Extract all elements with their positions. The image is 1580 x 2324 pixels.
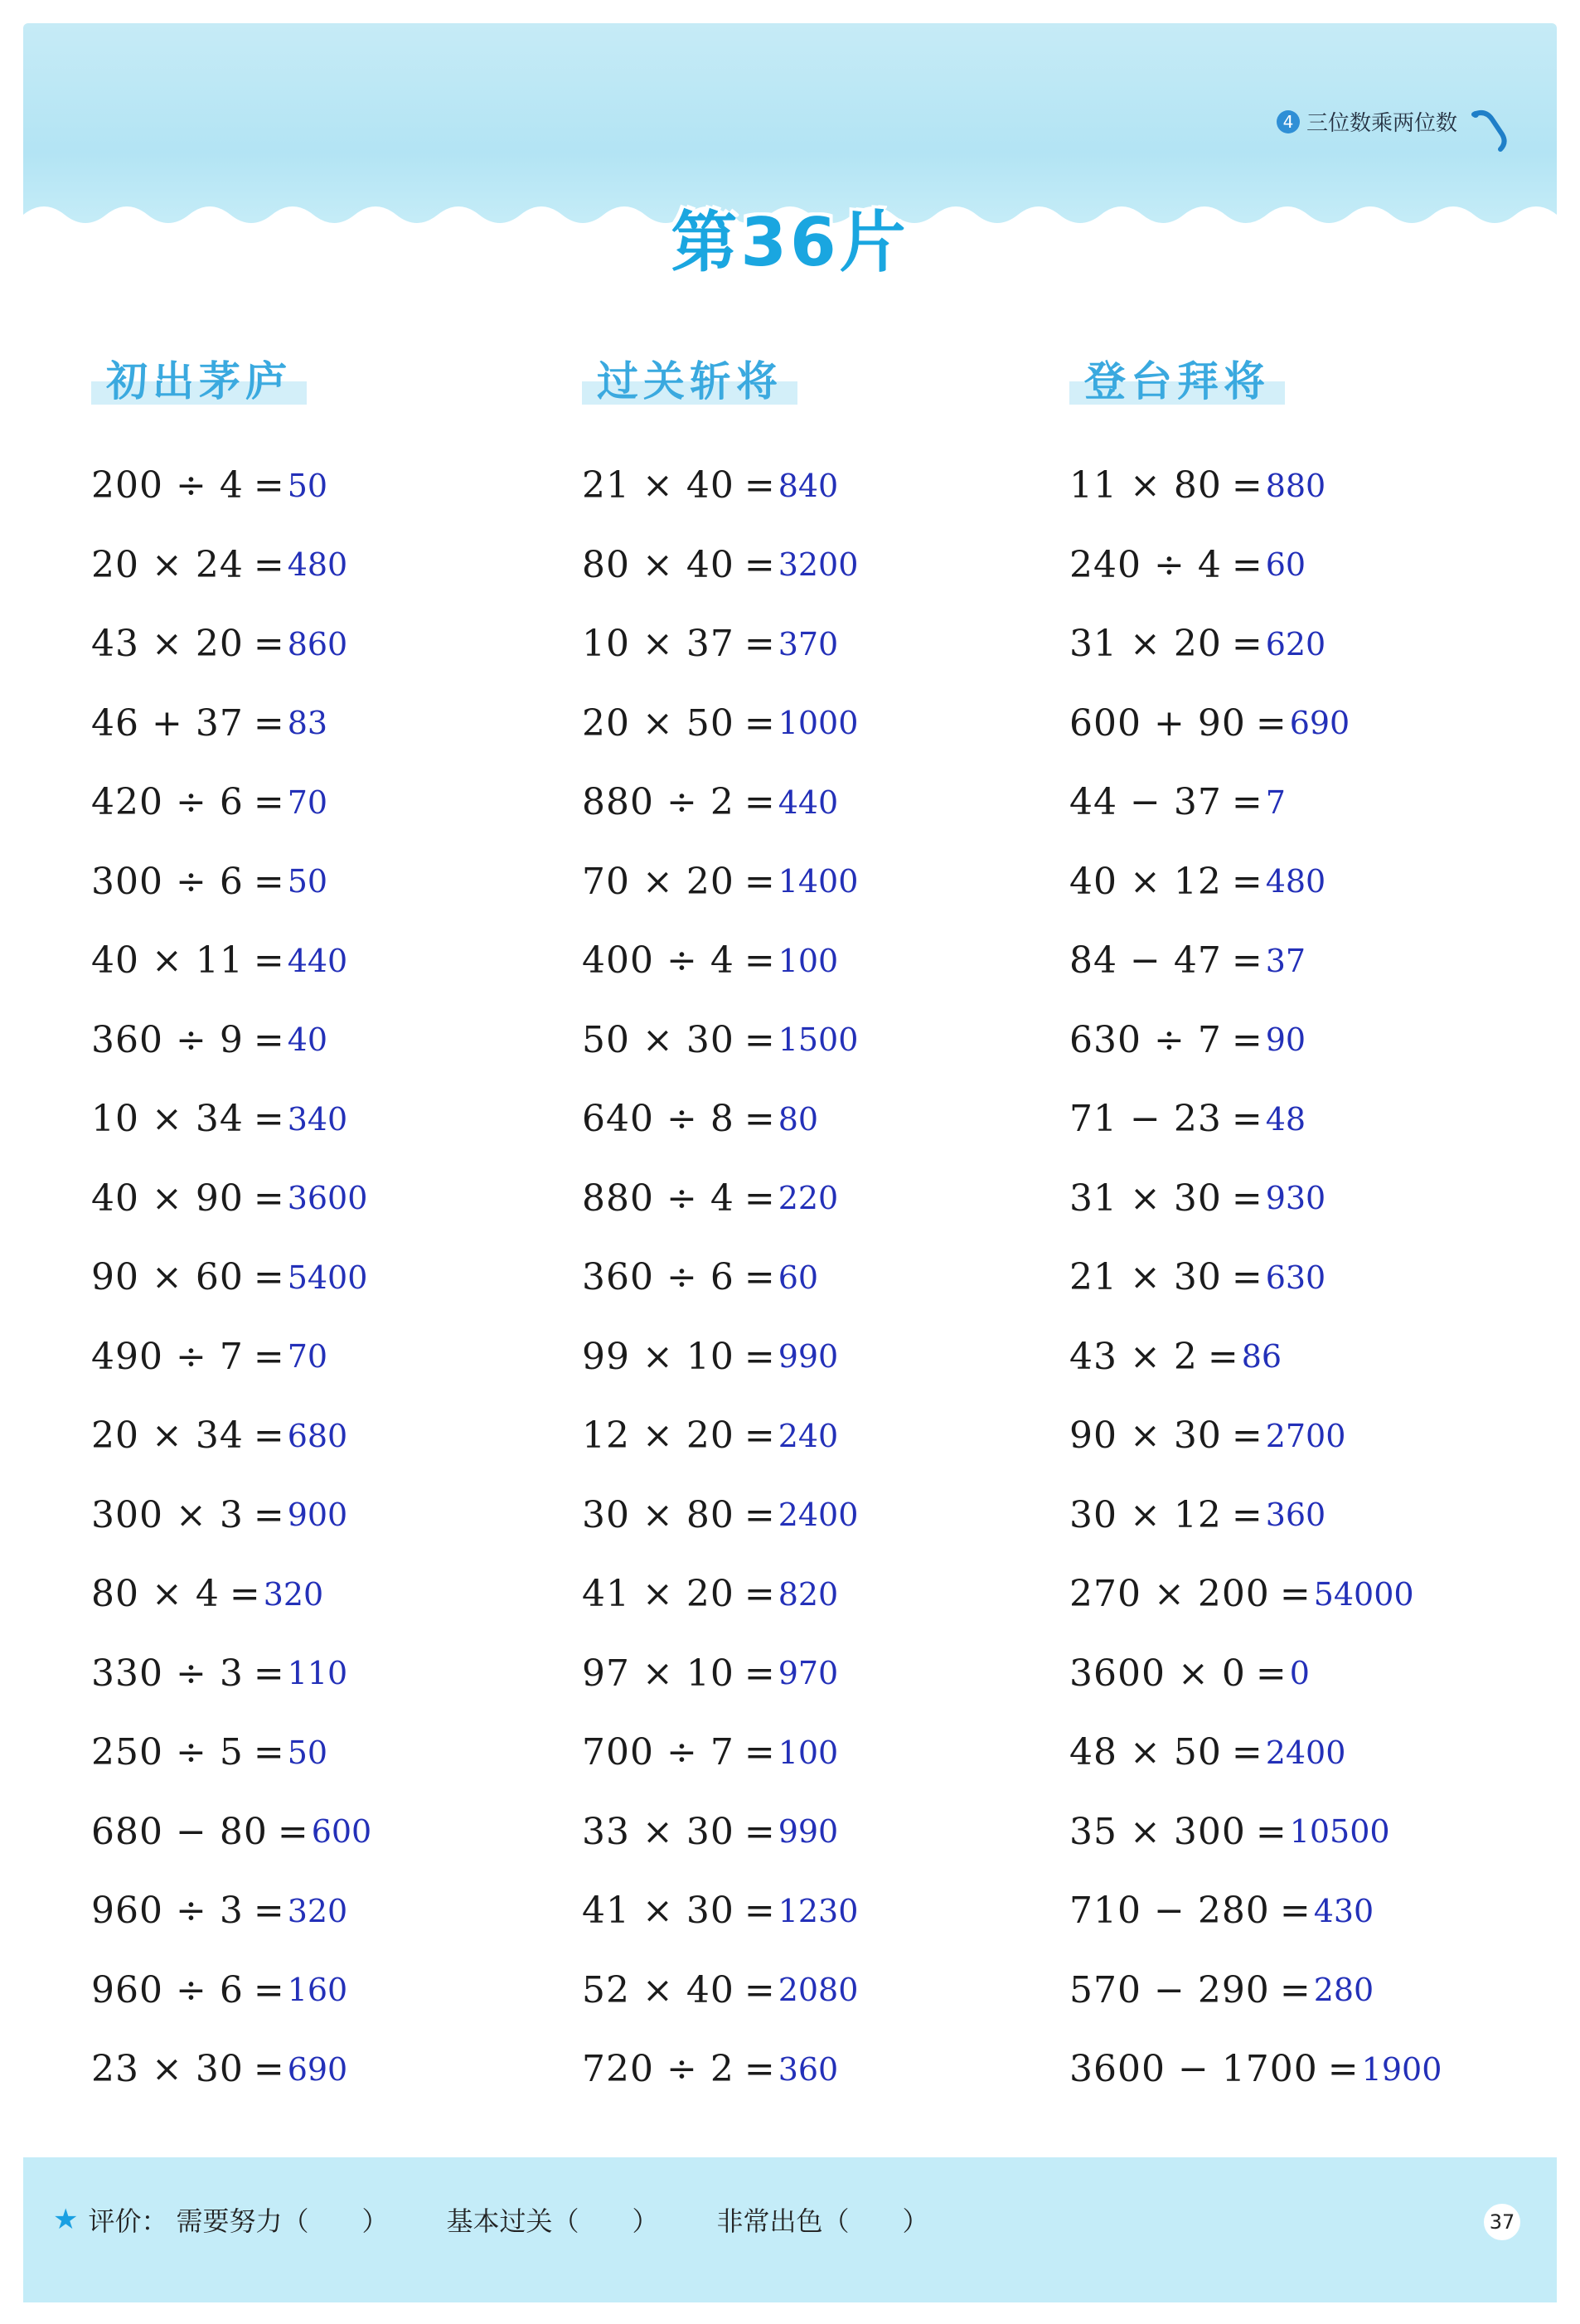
equals-sign: =	[253, 1968, 284, 2011]
equals-sign: =	[1231, 464, 1263, 507]
problem-row	[91, 1080, 371, 1159]
problem-list	[582, 446, 858, 2109]
evaluation-option-excellent[interactable]: 非常出色（ ）	[716, 2205, 929, 2237]
equals-sign: =	[1231, 781, 1263, 824]
column-heading: 登台拜将	[1069, 357, 1285, 406]
problem-expression: 880 ÷ 4	[582, 1177, 734, 1220]
equals-sign: =	[1255, 1810, 1287, 1853]
problem-answer: 930	[1265, 1180, 1326, 1217]
problem-answer: 990	[778, 1813, 839, 1851]
evaluation-option-basic-pass[interactable]: 基本过关（ ）	[446, 2205, 659, 2237]
problem-row	[582, 1951, 858, 2030]
problem-expression: 420 ÷ 6	[91, 781, 244, 824]
problem-answer: 820	[778, 1575, 839, 1613]
problem-answer: 1400	[778, 863, 859, 900]
problem-row	[91, 1159, 371, 1239]
problem-expression: 720 ÷ 2	[582, 2048, 734, 2091]
column-1	[91, 357, 555, 2091]
problem-row	[91, 921, 371, 1001]
problem-answer: 1900	[1361, 2050, 1442, 2088]
problem-answer: 220	[778, 1180, 839, 1217]
problem-answer: 2080	[778, 1972, 859, 2009]
chapter-title: 三位数乘两位数	[1306, 111, 1457, 136]
problem-row	[582, 1080, 858, 1159]
equals-sign: =	[253, 1652, 284, 1695]
problem-row	[91, 604, 371, 684]
equals-sign: =	[1231, 1018, 1263, 1061]
problem-answer: 240	[778, 1417, 839, 1454]
problem-expression: 97 × 10	[582, 1652, 734, 1695]
equals-sign: =	[744, 1493, 775, 1536]
problem-row	[582, 1476, 858, 1555]
problem-row	[1069, 1001, 1442, 1080]
problem-row	[91, 1238, 371, 1317]
problem-answer: 690	[1289, 705, 1350, 742]
star-icon: ★	[53, 2203, 79, 2236]
equals-sign: =	[253, 939, 284, 982]
column-2	[582, 357, 1046, 2091]
problem-answer: 600	[311, 1813, 372, 1851]
equals-sign: =	[1231, 543, 1263, 586]
equals-sign: =	[253, 1098, 284, 1141]
problem-expression: 300 × 3	[91, 1493, 244, 1536]
problem-expression: 31 × 30	[1069, 1177, 1222, 1220]
problem-answer: 70	[287, 1338, 328, 1375]
problem-expression: 30 × 80	[582, 1493, 734, 1536]
problem-row	[1069, 526, 1442, 605]
problem-answer: 1230	[778, 1892, 859, 1929]
problem-expression: 20 × 34	[91, 1414, 244, 1458]
problem-row	[582, 1159, 858, 1239]
problem-expression: 630 ÷ 7	[1069, 1018, 1222, 1061]
equals-sign: =	[253, 1493, 284, 1536]
equals-sign: =	[744, 1256, 775, 1299]
problem-answer: 100	[778, 942, 839, 979]
problem-expression: 33 × 30	[582, 1810, 734, 1853]
equals-sign: =	[253, 1731, 284, 1774]
problem-expression: 80 × 4	[91, 1573, 220, 1616]
problem-list	[91, 446, 371, 2109]
equals-sign: =	[1231, 1731, 1263, 1774]
problem-row	[91, 1555, 371, 1634]
problem-row	[91, 1317, 371, 1397]
equals-sign: =	[1207, 1335, 1238, 1378]
problem-answer: 360	[1265, 1497, 1326, 1534]
problem-list	[1069, 446, 1442, 2109]
problem-expression: 48 × 50	[1069, 1731, 1222, 1774]
equals-sign: =	[253, 860, 284, 903]
problem-row	[91, 684, 371, 764]
problem-row	[1069, 1793, 1442, 1872]
problem-answer: 83	[287, 705, 328, 742]
problem-answer: 620	[1265, 625, 1326, 662]
equals-sign: =	[1231, 1177, 1263, 1220]
equals-sign: =	[744, 2048, 775, 2091]
problem-expression: 700 ÷ 7	[582, 1731, 734, 1774]
problem-expression: 44 − 37	[1069, 781, 1222, 824]
problem-answer: 90	[1265, 1021, 1306, 1059]
problem-row	[582, 604, 858, 684]
equals-sign: =	[1279, 1573, 1311, 1616]
problem-answer: 3200	[778, 546, 859, 584]
problem-answer: 37	[1265, 942, 1306, 979]
problem-expression: 330 ÷ 3	[91, 1652, 244, 1695]
problem-answer: 2700	[1265, 1417, 1346, 1454]
problem-row	[1069, 1396, 1442, 1476]
problem-row	[582, 1317, 858, 1397]
problem-expression: 31 × 20	[1069, 623, 1222, 666]
problem-row	[1069, 1238, 1442, 1317]
problem-answer: 60	[1265, 546, 1306, 584]
problem-row	[91, 1871, 371, 1951]
problem-answer: 480	[287, 546, 348, 584]
problem-answer: 880	[1265, 467, 1326, 504]
problem-answer: 970	[778, 1655, 839, 1692]
problem-row	[1069, 1080, 1442, 1159]
problem-row	[1069, 604, 1442, 684]
problem-answer: 690	[287, 2050, 348, 2088]
problem-answer: 80	[778, 1100, 819, 1138]
problem-answer: 990	[778, 1338, 839, 1375]
problem-row	[582, 1793, 858, 1872]
equals-sign: =	[744, 1968, 775, 2011]
problem-row	[1069, 763, 1442, 842]
problem-answer: 480	[1265, 863, 1326, 900]
equals-sign: =	[744, 623, 775, 666]
problem-row	[1069, 1159, 1442, 1239]
problem-row	[1069, 1713, 1442, 1793]
problem-answer: 50	[287, 1734, 328, 1771]
problem-expression: 35 × 300	[1069, 1810, 1246, 1853]
equals-sign: =	[1231, 1414, 1263, 1458]
problem-expression: 3600 × 0	[1069, 1652, 1246, 1695]
equals-sign: =	[253, 1018, 284, 1061]
problem-answer: 1500	[778, 1021, 859, 1059]
problem-answer: 5400	[287, 1259, 368, 1296]
problem-row	[91, 1793, 371, 1872]
equals-sign: =	[1255, 701, 1287, 745]
equals-sign: =	[1279, 1890, 1311, 1933]
column-heading: 初出茅庐	[91, 357, 307, 406]
problem-row	[91, 1634, 371, 1714]
problem-row	[91, 526, 371, 605]
column-heading: 过关斩将	[582, 357, 797, 406]
problem-expression: 40 × 11	[91, 939, 244, 982]
evaluation-bar	[53, 2200, 987, 2239]
problem-answer: 86	[1241, 1338, 1282, 1375]
problem-expression: 90 × 30	[1069, 1414, 1222, 1458]
problem-row	[582, 2030, 858, 2109]
problem-expression: 50 × 30	[582, 1018, 734, 1061]
problem-expression: 90 × 60	[91, 1256, 244, 1299]
problem-expression: 70 × 20	[582, 860, 734, 903]
equals-sign: =	[1231, 1098, 1263, 1141]
problem-answer: 370	[778, 625, 839, 662]
problem-row	[91, 1951, 371, 2030]
problem-answer: 440	[287, 942, 348, 979]
problem-answer: 160	[287, 1972, 348, 2009]
problem-expression: 80 × 40	[582, 543, 734, 586]
problem-row	[91, 1396, 371, 1476]
equals-sign: =	[1231, 1493, 1263, 1536]
problem-expression: 250 ÷ 5	[91, 1731, 244, 1774]
problem-answer: 40	[287, 1021, 328, 1059]
problem-answer: 320	[287, 1892, 348, 1929]
problem-answer: 840	[778, 467, 839, 504]
problem-expression: 3600 − 1700	[1069, 2048, 1318, 2091]
problem-row	[1069, 684, 1442, 764]
problem-answer: 3600	[287, 1180, 368, 1217]
equals-sign: =	[253, 1177, 284, 1220]
problem-row	[582, 1713, 858, 1793]
problem-row	[582, 921, 858, 1001]
equals-sign: =	[253, 543, 284, 586]
problem-expression: 43 × 20	[91, 623, 244, 666]
problem-row	[91, 763, 371, 842]
problem-expression: 10 × 34	[91, 1098, 244, 1141]
problem-row	[582, 526, 858, 605]
equals-sign: =	[744, 1177, 775, 1220]
problem-answer: 1000	[778, 705, 859, 742]
problem-row	[1069, 1871, 1442, 1951]
problem-expression: 20 × 24	[91, 543, 244, 586]
chapter-tag	[1277, 106, 1457, 137]
problem-answer: 630	[1265, 1259, 1326, 1296]
problem-row	[91, 1476, 371, 1555]
equals-sign: =	[744, 1414, 775, 1458]
problem-expression: 41 × 30	[582, 1890, 734, 1933]
problem-answer: 7	[1265, 784, 1286, 821]
problem-expression: 240 ÷ 4	[1069, 543, 1222, 586]
problem-expression: 640 ÷ 8	[582, 1098, 734, 1141]
problem-expression: 400 ÷ 4	[582, 939, 734, 982]
problem-answer: 100	[778, 1734, 839, 1771]
chapter-number-badge: 4	[1277, 110, 1300, 133]
equals-sign: =	[744, 1890, 775, 1933]
equals-sign: =	[253, 623, 284, 666]
problem-row	[582, 763, 858, 842]
problem-answer: 340	[287, 1100, 348, 1138]
equals-sign: =	[744, 1731, 775, 1774]
equals-sign: =	[253, 2048, 284, 2091]
equals-sign: =	[1231, 860, 1263, 903]
problem-expression: 52 × 40	[582, 1968, 734, 2011]
problem-answer: 2400	[778, 1497, 859, 1534]
equals-sign: =	[253, 1335, 284, 1378]
problem-expression: 46 + 37	[91, 701, 244, 745]
equals-sign: =	[1231, 939, 1263, 982]
problem-expression: 23 × 30	[91, 2048, 244, 2091]
equals-sign: =	[744, 1098, 775, 1141]
problem-row	[1069, 1317, 1442, 1397]
column-3	[1069, 357, 1534, 2091]
problem-row	[582, 684, 858, 764]
problem-answer: 54000	[1313, 1575, 1414, 1613]
problem-expression: 490 ÷ 7	[91, 1335, 244, 1378]
equals-sign: =	[253, 1890, 284, 1933]
problem-answer: 48	[1265, 1100, 1306, 1138]
problem-row	[582, 446, 858, 526]
problem-expression: 710 − 280	[1069, 1890, 1270, 1933]
problem-answer: 60	[778, 1259, 819, 1296]
problem-row	[1069, 1555, 1442, 1634]
problem-row	[582, 842, 858, 922]
equals-sign: =	[253, 1414, 284, 1458]
problem-row	[91, 1713, 371, 1793]
problem-row	[582, 1001, 858, 1080]
problem-row	[582, 1396, 858, 1476]
equals-sign: =	[744, 1573, 775, 1616]
equals-sign: =	[277, 1810, 308, 1853]
equals-sign: =	[744, 1652, 775, 1695]
problem-answer: 680	[287, 1417, 348, 1454]
problem-expression: 200 ÷ 4	[91, 464, 244, 507]
equals-sign: =	[1255, 1652, 1287, 1695]
equals-sign: =	[1279, 1968, 1311, 2011]
problem-answer: 10500	[1289, 1813, 1390, 1851]
equals-sign: =	[253, 464, 284, 507]
footer-band	[23, 2157, 1557, 2302]
problem-answer: 110	[287, 1655, 348, 1692]
problem-expression: 20 × 50	[582, 701, 734, 745]
problem-row	[582, 1871, 858, 1951]
equals-sign: =	[229, 1573, 260, 1616]
pen-icon	[1471, 106, 1509, 154]
problem-expression: 41 × 20	[582, 1573, 734, 1616]
problem-row	[1069, 1634, 1442, 1714]
equals-sign: =	[253, 1256, 284, 1299]
problem-expression: 40 × 12	[1069, 860, 1222, 903]
problem-expression: 40 × 90	[91, 1177, 244, 1220]
problem-row	[1069, 842, 1442, 922]
problem-expression: 270 × 200	[1069, 1573, 1270, 1616]
problem-expression: 300 ÷ 6	[91, 860, 244, 903]
problem-row	[91, 2030, 371, 2109]
problem-answer: 320	[263, 1575, 324, 1613]
problem-expression: 10 × 37	[582, 623, 734, 666]
problem-expression: 11 × 80	[1069, 464, 1222, 507]
problem-expression: 960 ÷ 6	[91, 1968, 244, 2011]
problem-expression: 12 × 20	[582, 1414, 734, 1458]
equals-sign: =	[253, 701, 284, 745]
problem-answer: 440	[778, 784, 839, 821]
problem-expression: 99 × 10	[582, 1335, 734, 1378]
problem-answer: 280	[1313, 1972, 1374, 2009]
page-number: 37	[1484, 2204, 1520, 2240]
problem-expression: 570 − 290	[1069, 1968, 1270, 2011]
problem-expression: 21 × 40	[582, 464, 734, 507]
problem-row	[582, 1238, 858, 1317]
equals-sign: =	[744, 1335, 775, 1378]
problem-row	[1069, 1951, 1442, 2030]
equals-sign: =	[744, 1018, 775, 1061]
problem-answer: 360	[778, 2050, 839, 2088]
problem-expression: 360 ÷ 6	[582, 1256, 734, 1299]
problem-answer: 2400	[1265, 1734, 1346, 1771]
problem-row	[91, 1001, 371, 1080]
problem-answer: 900	[287, 1497, 348, 1534]
problem-expression: 84 − 47	[1069, 939, 1222, 982]
problem-expression: 360 ÷ 9	[91, 1018, 244, 1061]
problem-expression: 600 + 90	[1069, 701, 1246, 745]
evaluation-label: 评价：	[88, 2205, 168, 2237]
problem-answer: 430	[1313, 1892, 1374, 1929]
problem-row	[1069, 1476, 1442, 1555]
equals-sign: =	[1231, 1256, 1263, 1299]
problem-row	[582, 1634, 858, 1714]
problem-row	[1069, 921, 1442, 1001]
problem-row	[1069, 446, 1442, 526]
problem-row	[91, 446, 371, 526]
problem-row	[1069, 2030, 1442, 2109]
equals-sign: =	[1231, 623, 1263, 666]
problem-answer: 860	[287, 625, 348, 662]
equals-sign: =	[1327, 2048, 1359, 2091]
evaluation-option-needs-effort[interactable]: 需要努力（ ）	[176, 2205, 389, 2237]
equals-sign: =	[744, 781, 775, 824]
equals-sign: =	[744, 860, 775, 903]
page-title: 第36片	[671, 204, 909, 281]
problem-answer: 0	[1289, 1655, 1310, 1692]
equals-sign: =	[744, 939, 775, 982]
problem-expression: 43 × 2	[1069, 1335, 1198, 1378]
equals-sign: =	[744, 543, 775, 586]
problem-expression: 680 − 80	[91, 1810, 268, 1853]
problem-row	[582, 1555, 858, 1634]
problem-expression: 30 × 12	[1069, 1493, 1222, 1536]
problem-expression: 21 × 30	[1069, 1256, 1222, 1299]
problem-row	[91, 842, 371, 922]
problem-expression: 880 ÷ 2	[582, 781, 734, 824]
equals-sign: =	[744, 464, 775, 507]
equals-sign: =	[744, 1810, 775, 1853]
problem-expression: 960 ÷ 3	[91, 1890, 244, 1933]
problem-expression: 71 − 23	[1069, 1098, 1222, 1141]
problem-answer: 50	[287, 467, 328, 504]
problem-answer: 70	[287, 784, 328, 821]
equals-sign: =	[744, 701, 775, 745]
problem-answer: 50	[287, 863, 328, 900]
equals-sign: =	[253, 781, 284, 824]
